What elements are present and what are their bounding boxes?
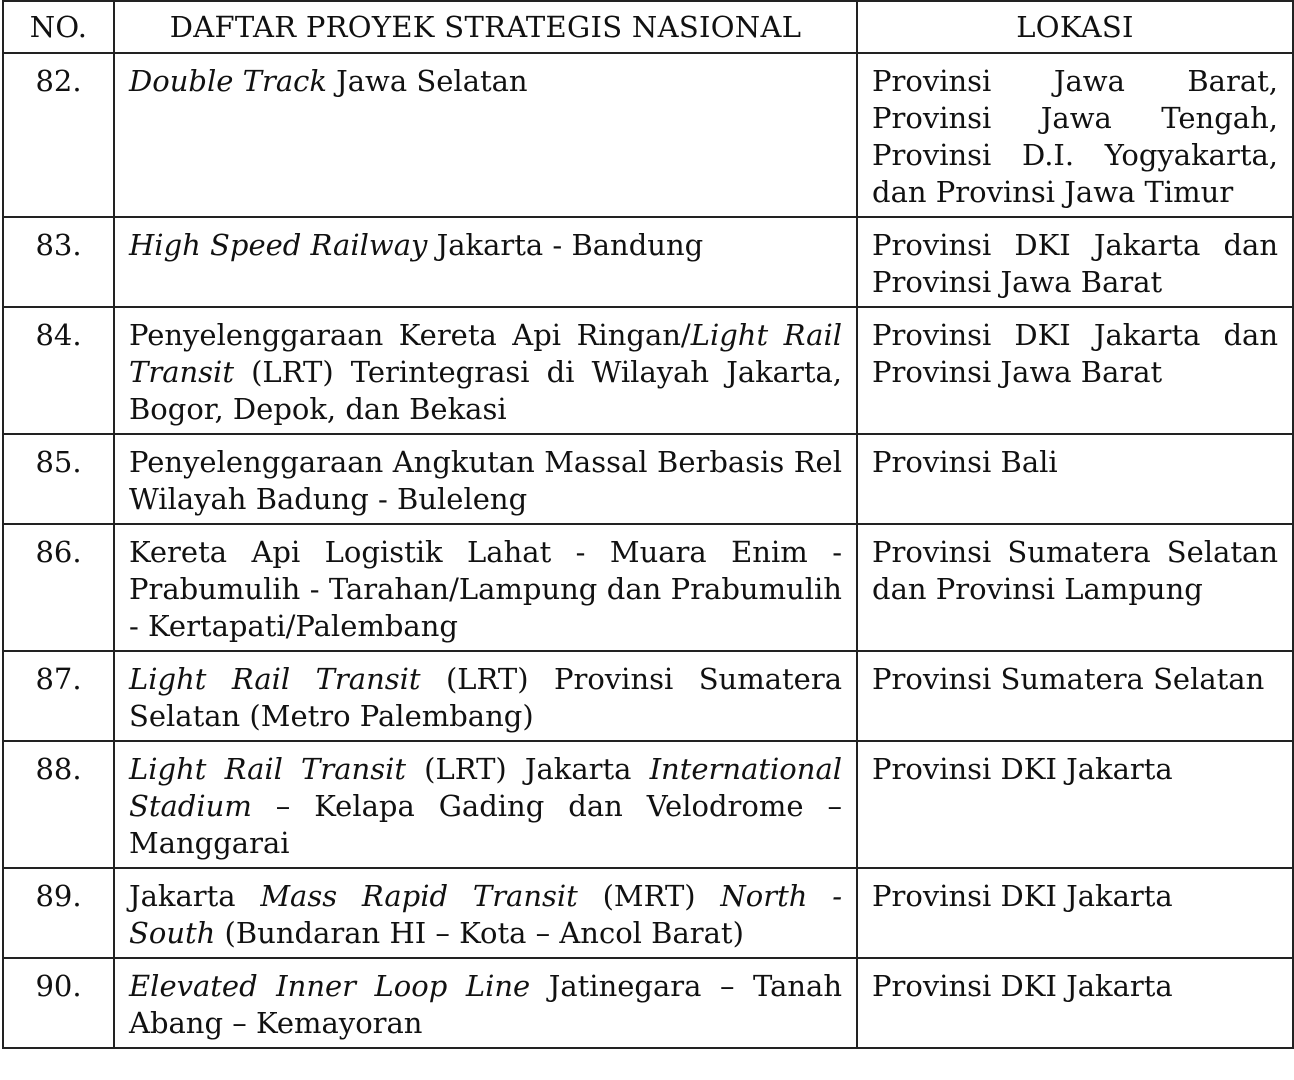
project-name-segment: (Bundaran HI – Kota – Ancol Barat) bbox=[215, 916, 744, 950]
project-name bbox=[114, 217, 857, 307]
row-number: 82. bbox=[3, 53, 114, 217]
project-name-segment: Jakarta bbox=[129, 879, 261, 913]
project-name-italic-segment: Light Rail Transit bbox=[129, 662, 421, 696]
project-name-italic-segment: International Stadium bbox=[129, 752, 843, 823]
project-name-segment: Jakarta - Bandung bbox=[427, 228, 704, 262]
row-number: 86. bbox=[3, 524, 114, 651]
table-row bbox=[3, 434, 1293, 524]
project-name bbox=[114, 651, 857, 741]
project-name bbox=[114, 434, 857, 524]
row-number: 87. bbox=[3, 651, 114, 741]
project-name-segment: (MRT) bbox=[577, 879, 721, 913]
row-number: 84. bbox=[3, 307, 114, 434]
project-name-italic-segment: North - South bbox=[129, 879, 842, 950]
table-row bbox=[3, 524, 1293, 651]
table-body bbox=[3, 53, 1293, 1048]
project-name bbox=[114, 524, 857, 651]
project-name-italic-segment: High Speed Railway bbox=[129, 228, 428, 262]
project-location: Provinsi Jawa Barat, Provinsi Jawa Tengah, Provinsi D.I. Yogyakarta, dan Provinsi Jawa Timur bbox=[857, 53, 1293, 217]
project-location: Provinsi DKI Jakarta bbox=[857, 868, 1293, 958]
table-row bbox=[3, 53, 1293, 217]
project-name-italic-segment: Mass Rapid Transit bbox=[260, 879, 578, 913]
project-location: Provinsi Sumatera Selatan bbox=[857, 651, 1293, 741]
header-project: DAFTAR PROYEK STRATEGIS NASIONAL bbox=[114, 1, 857, 53]
project-location: Provinsi DKI Jakarta bbox=[857, 741, 1293, 868]
project-name-segment: Penyelenggaraan Angkutan Massal Berbasis Rel Wilayah Badung - Buleleng bbox=[129, 445, 842, 516]
header-row bbox=[3, 1, 1293, 53]
project-name-segment: Kereta Api Logistik Lahat - Muara Enim - Prabumulih - Tarahan/Lampung dan Prabumulih - Kertapati/Palembang bbox=[129, 535, 842, 643]
project-name-segment: (LRT) Terintegrasi di Wilayah Jakarta, Bogor, Depok, dan Bekasi bbox=[129, 355, 842, 426]
project-name bbox=[114, 53, 857, 217]
header-no: NO. bbox=[3, 1, 114, 53]
project-name-italic-segment: Double Track bbox=[129, 64, 327, 98]
table-row bbox=[3, 307, 1293, 434]
row-number: 85. bbox=[3, 434, 114, 524]
project-name-segment: Jatinegara – Tanah Abang – Kemayoran bbox=[129, 969, 843, 1040]
project-location: Provinsi DKI Jakarta bbox=[857, 958, 1293, 1048]
row-number: 89. bbox=[3, 868, 114, 958]
project-name-italic-segment: Light Rail Transit bbox=[129, 318, 842, 389]
project-name-segment: – Kelapa Gading dan Velodrome – Manggarai bbox=[129, 789, 842, 860]
row-number: 83. bbox=[3, 217, 114, 307]
table-header bbox=[3, 1, 1293, 53]
row-number: 90. bbox=[3, 958, 114, 1048]
project-name bbox=[114, 307, 857, 434]
project-name-segment: (LRT) Provinsi Sumatera Selatan (Metro Palembang) bbox=[129, 662, 842, 733]
row-number: 88. bbox=[3, 741, 114, 868]
project-name-segment: Jawa Selatan bbox=[326, 64, 528, 98]
table-row bbox=[3, 217, 1293, 307]
table-row bbox=[3, 651, 1293, 741]
project-location: Provinsi DKI Jakarta dan Provinsi Jawa Barat bbox=[857, 217, 1293, 307]
project-name bbox=[114, 868, 857, 958]
project-table bbox=[2, 0, 1294, 1049]
project-name-segment: Penyelenggaraan Kereta Api Ringan/ bbox=[129, 318, 691, 352]
table-row bbox=[3, 741, 1293, 868]
project-location: Provinsi Bali bbox=[857, 434, 1293, 524]
project-location: Provinsi DKI Jakarta dan Provinsi Jawa Barat bbox=[857, 307, 1293, 434]
project-name-italic-segment: Light Rail Transit bbox=[129, 752, 407, 786]
project-name bbox=[114, 958, 857, 1048]
project-name-italic-segment: Elevated Inner Loop Line bbox=[129, 969, 531, 1003]
project-name bbox=[114, 741, 857, 868]
header-location: LOKASI bbox=[857, 1, 1293, 53]
project-location: Provinsi Sumatera Selatan dan Provinsi Lampung bbox=[857, 524, 1293, 651]
project-name-segment: (LRT) Jakarta bbox=[406, 752, 650, 786]
table-row bbox=[3, 958, 1293, 1048]
table-row bbox=[3, 868, 1293, 958]
